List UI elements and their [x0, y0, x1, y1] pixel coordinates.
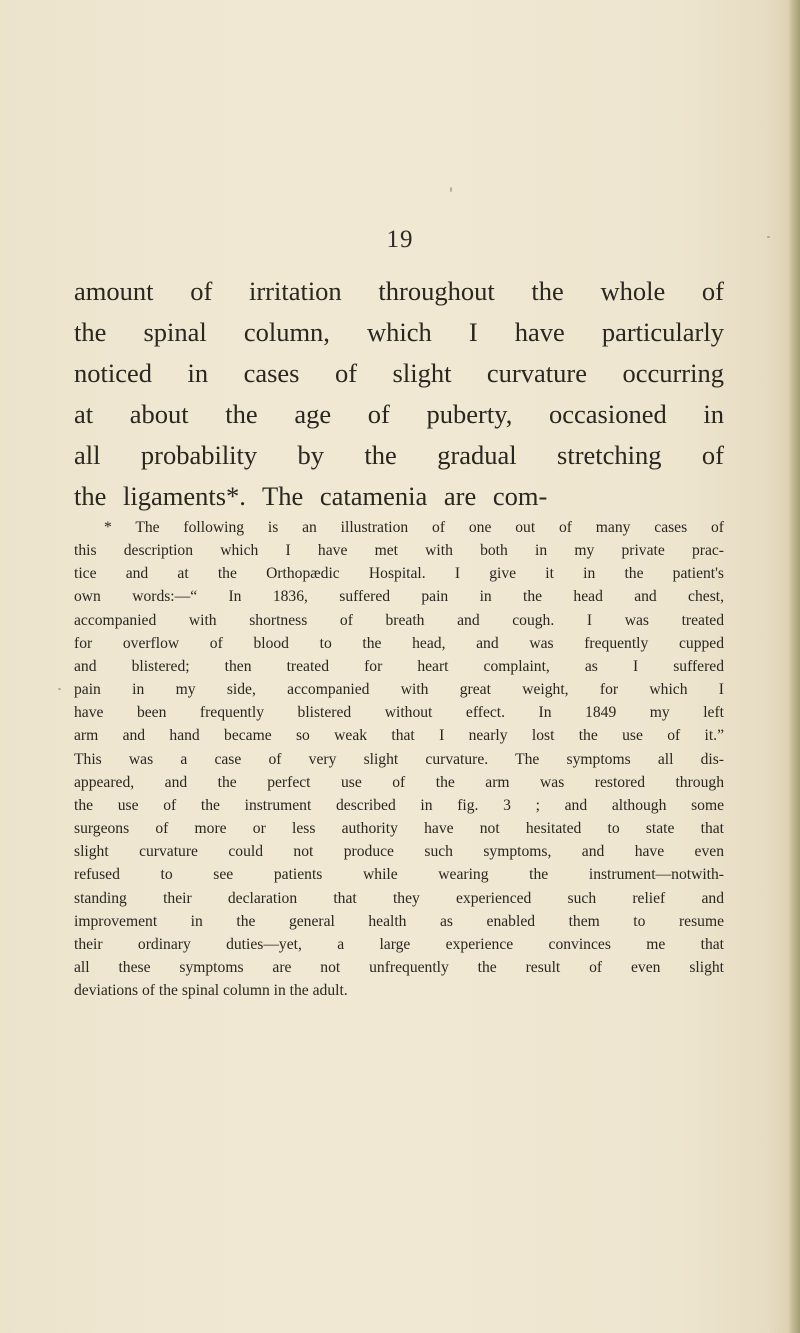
footnote-line: pain in my side, accompanied with great weight, for which I: [74, 681, 724, 699]
footnote-line: this description which I have met with both in my private prac-: [74, 542, 724, 560]
body-line: amount of irritation throughout the whole of: [74, 276, 724, 306]
footnote-line: accompanied with shortness of breath and cough. I was treated: [74, 611, 724, 629]
footnote-line: surgeons of more or less authority have not hesitated to state that: [74, 820, 724, 838]
footnote-line: * The following is an illustration of one out of many cases of: [104, 519, 724, 536]
body-line: the ligaments*. The catamenia are com-: [74, 481, 548, 511]
footnote: [74, 516, 724, 1002]
body-line: all probability by the gradual stretching of: [74, 440, 724, 470]
footnote-line: standing their declaration that they experienced such relief and: [74, 889, 724, 907]
footnote-line: refused to see patients while wearing the instrument—notwith-: [74, 866, 724, 884]
body-line: at about the age of puberty, occasioned in: [74, 399, 724, 429]
body-text: [74, 271, 724, 517]
footnote-line: improvement in the general health as enabled them to resume: [74, 912, 724, 930]
body-line: noticed in cases of slight curvature occurring: [74, 358, 724, 388]
page-number: 19: [386, 226, 414, 253]
footnote-line: deviations of the spinal column in the adult.: [74, 982, 348, 1000]
footnote-line: arm and hand became so weak that I nearly lost the use of it.”: [74, 727, 724, 745]
footnote-line: slight curvature could not produce such symptoms, and have even: [74, 843, 724, 861]
footnote-line: This was a case of very slight curvature. The symptoms all dis-: [74, 750, 724, 768]
footnote-line: tice and at the Orthopædic Hospital. I give it in the patient's: [74, 565, 724, 583]
footnote-line: appeared, and the perfect use of the arm was restored through: [74, 773, 724, 791]
footnote-line: their ordinary duties—yet, a large experience convinces me that: [74, 935, 724, 953]
footnote-line: and blistered; then treated for heart complaint, as I suffered: [74, 657, 724, 675]
paper-speck: [58, 688, 61, 690]
footnote-line: own words:—“ In 1836, suffered pain in the head and chest,: [74, 588, 724, 606]
paper-speck: [450, 187, 452, 192]
footnote-line: for overflow of blood to the head, and was frequently cupped: [74, 634, 724, 652]
footnote-line: the use of the instrument described in fig. 3 ; and although some: [74, 796, 724, 814]
footnote-line: all these symptoms are not unfrequently the result of even slight: [74, 958, 724, 976]
body-line: the spinal column, which I have particularly: [74, 317, 724, 347]
page-edge-shadow: [788, 0, 800, 1333]
footnote-line: have been frequently blistered without effect. In 1849 my left: [74, 704, 724, 722]
